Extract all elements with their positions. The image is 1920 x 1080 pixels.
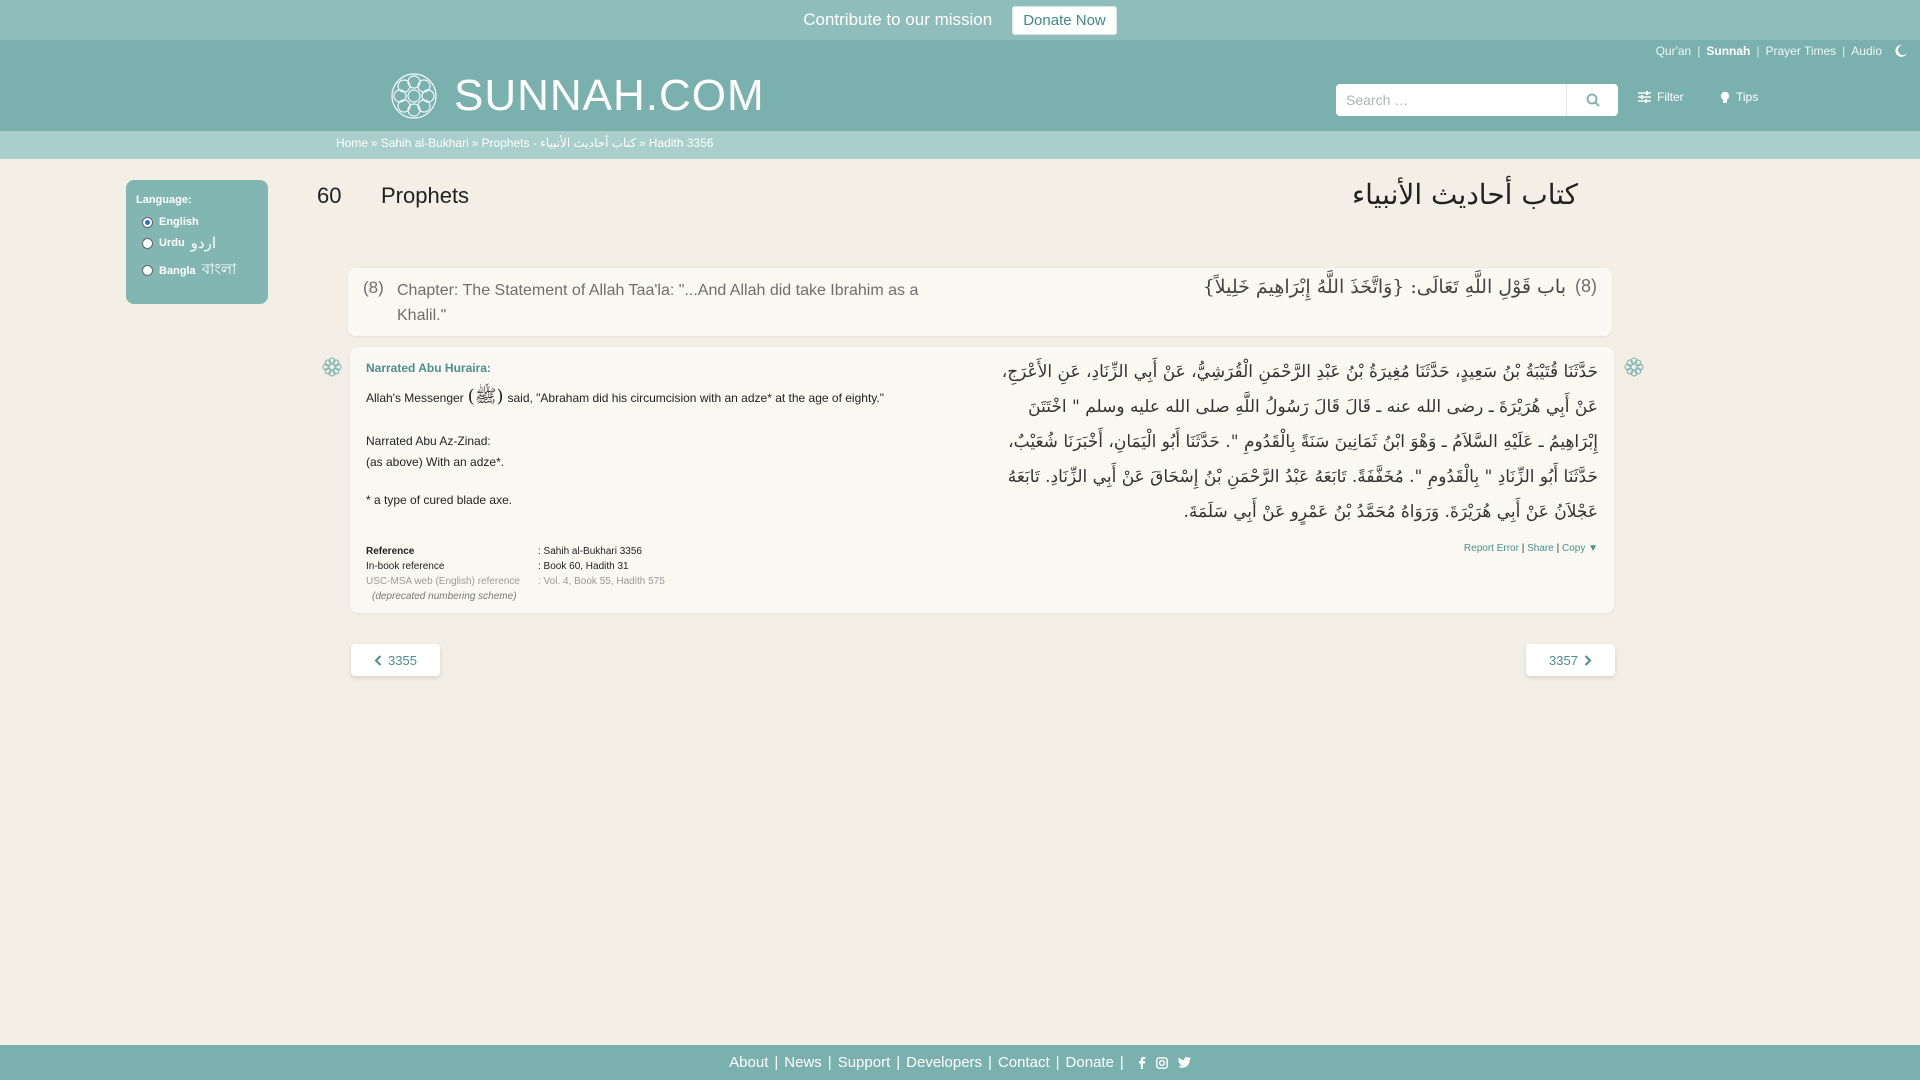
filter-sliders-icon [1638, 91, 1651, 103]
chapter-number-arabic: (8) [1575, 276, 1597, 296]
hadith-english-text [366, 385, 884, 411]
chevron-right-icon [1584, 655, 1592, 666]
social-links [1138, 1056, 1191, 1069]
hadith-line: Narrated Abu Az-Zinad: [366, 434, 491, 448]
footer-separator: | [896, 1054, 901, 1071]
search-input[interactable] [1336, 84, 1566, 116]
book-title-arabic: كتاب أحاديث الأنبياء [1352, 178, 1578, 211]
next-hadith-button[interactable] [1526, 644, 1615, 676]
previous-hadith-button[interactable] [351, 644, 440, 676]
donation-banner [0, 0, 1920, 40]
chevron-left-icon [374, 655, 382, 666]
hadith-narrator: Narrated Abu Huraira: [366, 361, 491, 375]
hadith-footnote: * a type of cured blade axe. [366, 493, 513, 507]
reference-value: : Book 60, Hadith 31 [538, 561, 629, 572]
reference-row [366, 574, 665, 589]
filter-button[interactable] [1638, 90, 1684, 104]
nav-separator: | [1842, 44, 1846, 58]
copy-dropdown[interactable]: Copy ▼ [1561, 543, 1598, 554]
language-label: Urdu [159, 237, 185, 249]
action-separator: | [1521, 543, 1528, 554]
deprecated-note: (deprecated numbering scheme) [372, 591, 517, 602]
breadcrumb-home[interactable]: Home [336, 136, 369, 150]
logo-wordmark: SUNNAH.COM [454, 71, 765, 120]
radio-urdu[interactable] [142, 238, 153, 249]
language-selector [126, 180, 268, 304]
chapter-title: Chapter: The Statement of Allah Taa'la: "...And Allah did take Ibrahim as a Khalil." [397, 282, 919, 324]
site-footer [0, 1045, 1920, 1080]
breadcrumb-collection[interactable]: Sahih al-Bukhari [380, 136, 469, 150]
hadith-text-post: said, "Abraham did his circumcision with an adze* at the age of eighty." [507, 391, 884, 405]
hadith-arabic-text: حَدَّثَنَا قُتَيْبَةُ بْنُ سَعِيدٍ، حَدَّثَنَا مُغِيرَةُ بْنُ عَبْدِ الرَّحْمَنِ الْقُرَشِيُّ، عَنْ أَبِي الزِّنَادِ، عَنِ الأَعْرَجِ، عَنْ أَبِي هُرَيْرَةَ ـ رضى الله عنه ـ قَالَ قَالَ رَسُولُ اللَّهِ صلى الله عليه وسلم ‏"‏ اخْتَتَنَ إِبْرَاهِيمُ ـ عَلَيْهِ السَّلاَمُ ـ وَهْوَ ابْنُ ثَمَانِينَ سَنَةً بِالْقَدُومِ ‏"‏‏.‏ حَدَّثَنَا أَبُو الْيَمَانِ، أَخْبَرَنَا شُعَيْبٌ، حَدَّثَنَا أَبُو الزِّنَادِ ‏"‏ بِالْقَدُومِ ‏"‏‏.‏ مُخَفَّفَةً‏.‏ تَابَعَهُ عَبْدُ الرَّحْمَنِ بْنُ إِسْحَاقَ عَنْ أَبِي الزِّنَادِ‏.‏ تَابَعَهُ عَجْلاَنُ عَنْ أَبِي هُرَيْرَةَ‏.‏ وَرَوَاهُ مُحَمَّدُ بْنُ عَمْرٍو عَنْ أَبِي سَلَمَةَ‏.‏ [1001, 362, 1598, 522]
language-title: Language: [136, 194, 192, 206]
footer-separator: | [827, 1054, 832, 1071]
filter-label: Filter [1657, 90, 1684, 104]
twitter-icon[interactable] [1178, 1057, 1191, 1068]
breadcrumb-separator: » [371, 136, 378, 150]
report-error-link[interactable]: Report Error [1463, 543, 1519, 554]
chapter-number: (8) [363, 278, 384, 297]
nav-separator: | [1756, 44, 1760, 58]
nav-link-quran[interactable]: Qur'an [1655, 44, 1692, 58]
facebook-icon[interactable] [1138, 1056, 1146, 1069]
language-native-label: اردو [190, 235, 217, 252]
ornament-right-icon [1623, 356, 1645, 378]
language-option-urdu[interactable] [142, 234, 258, 252]
language-option-bangla[interactable] [142, 258, 258, 283]
footer-link-developers[interactable]: Developers [906, 1054, 983, 1071]
search-button[interactable] [1566, 84, 1618, 116]
hadith-line: (as above) With an adze*. [366, 455, 505, 469]
share-link[interactable]: Share [1527, 543, 1554, 554]
banner-message: Contribute to our mission [803, 10, 993, 29]
site-logo[interactable] [388, 70, 765, 122]
reference-value[interactable]: : Sahih al-Bukhari 3356 [538, 546, 642, 557]
radio-bangla[interactable] [142, 265, 153, 276]
language-label: Bangla [159, 264, 196, 277]
footer-link-news[interactable]: News [784, 1054, 822, 1071]
breadcrumb [336, 136, 713, 150]
ornament-left-icon [321, 356, 343, 378]
breadcrumb-separator: » [639, 136, 646, 150]
radio-english[interactable] [142, 217, 153, 228]
language-option-english[interactable] [142, 216, 258, 228]
reference-key: Reference [366, 546, 415, 557]
book-title: Prophets [381, 183, 470, 208]
instagram-icon[interactable] [1156, 1057, 1168, 1069]
footer-separator: | [774, 1054, 779, 1071]
language-label: English [159, 216, 199, 228]
reference-row [366, 559, 665, 574]
footer-separator: | [1055, 1054, 1060, 1071]
donate-now-button[interactable]: Donate Now [1012, 6, 1117, 35]
chapter-heading [348, 268, 1612, 336]
reference-key: USC-MSA web (English) reference [366, 576, 520, 587]
hadith-english-continuation [366, 431, 504, 473]
top-nav [1656, 44, 1908, 58]
logo-emblem-icon [388, 70, 440, 122]
site-header [0, 40, 1920, 131]
footer-link-about[interactable]: About [729, 1054, 769, 1071]
next-hadith-label: 3357 [1549, 652, 1578, 668]
nav-separator: | [1697, 44, 1701, 58]
language-native-label: বাংলা [201, 261, 237, 278]
tips-button[interactable] [1720, 90, 1758, 104]
hadith-actions [1464, 543, 1598, 554]
nav-link-sunnah[interactable]: Sunnah [1706, 44, 1751, 58]
chapter-title-arabic: باب قَوْلِ اللَّهِ تَعَالَى: {وَاتَّخَذَ اللَّهُ إِبْرَاهِيمَ خَلِيلاً} [1202, 276, 1566, 298]
footer-link-donate[interactable]: Donate [1065, 1054, 1114, 1071]
hadith-card [350, 347, 1614, 613]
reference-row [366, 589, 665, 604]
hadith-text-pre: Allah's Messenger [366, 391, 464, 405]
search-icon [1586, 93, 1600, 107]
reference-key: In-book reference [366, 561, 445, 572]
breadcrumb-separator: » [471, 136, 479, 150]
book-number: 60 [317, 183, 342, 208]
hadith-references [366, 544, 665, 604]
breadcrumb-book[interactable]: Prophets - كتاب أحاديث الأنبياء [481, 136, 637, 150]
dark-mode-moon-icon[interactable] [1894, 44, 1908, 58]
nav-link-audio[interactable]: Audio [1851, 44, 1882, 58]
salawat-honorific: (ﷺ) [467, 386, 504, 407]
footer-link-support[interactable]: Support [837, 1054, 891, 1071]
footer-separator: | [988, 1054, 992, 1071]
search-bar [1336, 84, 1618, 116]
breadcrumb-bar [0, 131, 1920, 159]
reference-value: : Vol. 4, Book 55, Hadith 575 [538, 576, 665, 587]
footer-link-contact[interactable]: Contact [997, 1054, 1050, 1071]
reference-row [366, 544, 665, 559]
previous-hadith-label: 3355 [388, 652, 417, 668]
footer-separator: | [1119, 1054, 1124, 1071]
tips-label: Tips [1736, 90, 1759, 104]
lightbulb-icon [1720, 91, 1730, 104]
breadcrumb-current: Hadith 3356 [648, 136, 714, 150]
nav-link-prayer-times[interactable]: Prayer Times [1765, 44, 1837, 58]
action-separator: | [1556, 543, 1562, 554]
